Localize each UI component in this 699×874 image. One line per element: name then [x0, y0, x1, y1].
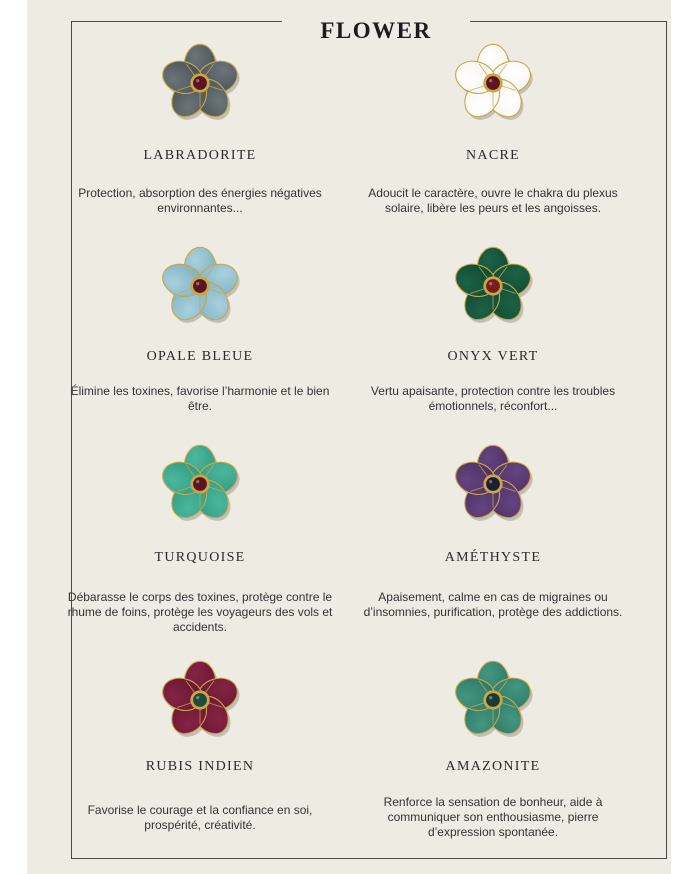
flower-description: Renforce la sensation de bonheur, aide à communiquer son enthousiasme, pierre d’expression spontanée.	[383, 795, 603, 839]
turquoise-flower-icon	[154, 438, 246, 530]
flower-name: ONYX VERT	[447, 349, 539, 364]
flower-center-stone	[486, 477, 500, 491]
poster	[27, 0, 671, 874]
amazonite-flower-icon	[447, 654, 539, 746]
flower-center-stone	[486, 76, 500, 90]
flower-name: OPALE BLEUE	[146, 349, 254, 364]
flower-center-stone	[486, 279, 500, 293]
rubis-indien-flower-icon	[154, 654, 246, 746]
nacre-flower-icon	[447, 37, 539, 129]
flower-center-stone	[193, 477, 207, 491]
onyx-vert-flower-icon	[447, 240, 539, 332]
flower-name: AMAZONITE	[445, 759, 541, 774]
flower-description: Élimine les toxines, favorise l’harmonie et le bien être.	[70, 384, 330, 413]
flower-center-stone	[486, 693, 500, 707]
flower-description: Adoucit le caractère, ouvre le chakra du plexus solaire, libère les peurs et les angoisses.	[368, 186, 618, 215]
flower-center-stone	[193, 279, 207, 293]
amethyste-flower-icon	[447, 438, 539, 530]
flower-center-stone	[193, 76, 207, 90]
opale-bleue-flower-icon	[154, 240, 246, 332]
flower-name: NACRE	[466, 148, 520, 163]
flower-description: Débarasse le corps des toxines, protège contre le rhume de foins, protège les voyageurs des vols et accidents.	[67, 590, 333, 634]
flower-name: RUBIS INDIEN	[145, 759, 255, 774]
labradorite-flower-icon	[154, 37, 246, 129]
poster-title: FLOWER	[320, 18, 432, 43]
flower-description: Protection, absorption des énergies négatives environnantes...	[78, 186, 322, 215]
flower-description: Vertu apaisante, protection contre les troubles émotionnels, réconfort...	[370, 384, 616, 413]
flower-description: Apaisement, calme en cas de migraines ou d’insomnies, purification, protège des addictions.	[363, 590, 623, 619]
flower-name: LABRADORITE	[143, 148, 257, 163]
flower-center-stone	[193, 693, 207, 707]
flower-name: AMÉTHYSTE	[444, 550, 542, 565]
flower-description: Favorise le courage et la confiance en soi, prospérité, créativité.	[87, 803, 313, 832]
flower-name: TURQUOISE	[154, 550, 246, 565]
